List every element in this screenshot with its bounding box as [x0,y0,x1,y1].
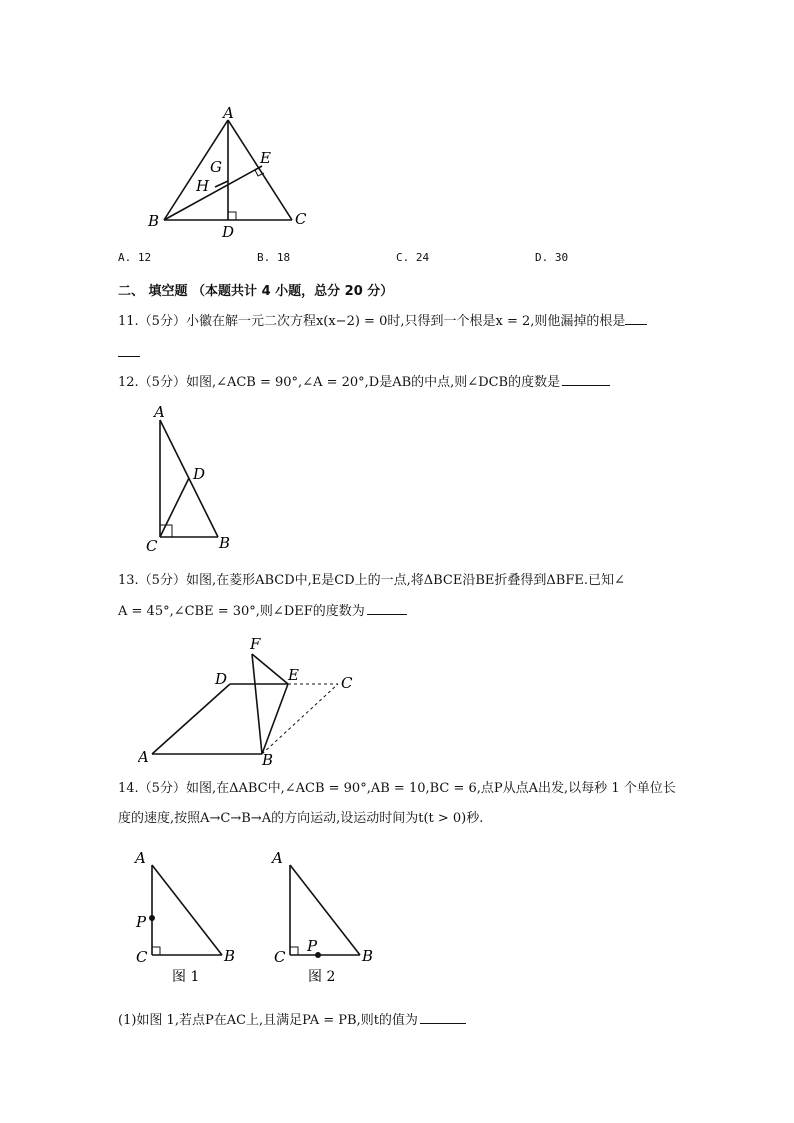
q13-label-b: B [262,751,274,766]
answer-blank-11-cont [118,356,140,357]
question-11-text: 11.（5分）小徽在解一元二次方程x(x−2) = 0时,只得到一个根是x = 2,则他漏掉的根是 [118,314,626,329]
q13-label-f: F [250,635,261,653]
fig2-caption: 图 2 [308,969,336,985]
question-14-line1: 14.（5分）如图,在ΔABC中,∠ACB = 90°,AB = 10,BC = 6,点P从点A出发,以每秒 1 个单位长 [118,781,676,796]
answer-blank-12 [562,373,610,386]
label-b: B [148,212,160,230]
q13-label-c: C [341,674,353,692]
question-13-text: A = 45°,∠CBE = 30°,则∠DEF的度数为 [118,604,365,619]
question-12 [118,373,610,392]
question-11 [118,312,647,331]
fig2-label-b: B [362,947,374,965]
figure-q14-fig2 [268,845,388,990]
q12-label-a: A [154,403,165,421]
question-14-sub1 [118,1011,466,1030]
fig2-label-c: C [274,948,286,966]
label-e: E [260,149,271,167]
label-c: C [295,210,307,228]
fig1-label-c: C [136,948,148,966]
q12-label-d: D [193,465,206,483]
label-h: H [196,177,210,195]
fig1-caption: 图 1 [172,969,200,985]
question-12-text: 12.（5分）如图,∠ACB = 90°,∠A = 20°,D是AB的中点,则∠DCB的度数是 [118,375,561,390]
fig1-label-b: B [224,947,236,965]
label-a: A [223,104,234,122]
question-13-line1: 13.（5分）如图,在菱形ABCD中,E是CD上的一点,将ΔBCE沿BE折叠得到ΔBFE.已知∠ [118,573,625,588]
answer-blank-13 [367,602,407,615]
q13-label-e: E [288,666,299,684]
fig2-label-a: A [272,849,283,867]
option-c: C. 24 [396,251,430,264]
question-14-line2: 度的速度,按照A→C→B→A的方向运动,设运动时间为t(t > 0)秒. [118,811,484,826]
q12-label-c: C [146,537,158,555]
figure-q13-rhombus [138,632,370,766]
fig1-label-a: A [135,849,146,867]
answer-blank-11 [625,312,647,325]
figure-q12 [140,400,250,555]
q13-label-d: D [215,670,228,688]
question-13-line2 [118,602,407,621]
answer-blank-14-1 [420,1011,466,1024]
section-title: 二、 填空题 （本题共计 4 小题，总分 20 分） [118,284,394,299]
figure-triangle-abc [140,100,320,245]
q12-label-b: B [219,534,231,552]
option-d: D. 30 [535,251,569,264]
fig1-label-p: P [136,913,147,931]
fig2-label-p: P [307,937,318,955]
label-g: G [210,158,222,176]
option-a: A. 12 [118,251,152,264]
figure-q14-fig1 [130,845,250,990]
q13-label-a: A [138,748,149,766]
question-14-sub1-text: (1)如图 1,若点P在AC上,且满足PA = PB,则t的值为 [118,1013,418,1028]
option-b: B. 18 [257,251,291,264]
label-d: D [222,223,235,241]
